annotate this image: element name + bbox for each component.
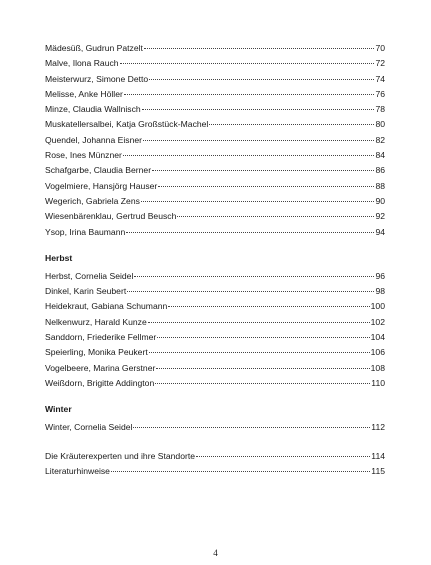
- toc-entry: [45, 222, 385, 237]
- page-number: 4: [213, 548, 218, 558]
- entry-title: Sanddorn, Friederike Fellmer: [45, 332, 157, 343]
- toc-entry: [45, 417, 385, 432]
- entry-title: Dinkel, Karin Seubert: [45, 286, 127, 297]
- dot-leader: [144, 36, 375, 49]
- entry-page: 84: [375, 150, 385, 161]
- dot-leader: [142, 97, 375, 110]
- dot-leader: [120, 51, 375, 64]
- entry-page: 82: [375, 134, 385, 145]
- entry-page: 92: [375, 211, 385, 222]
- section-heading-herbst: Herbst: [45, 252, 73, 263]
- entry-title: Herbst, Cornelia Seidel: [45, 270, 134, 281]
- dot-leader: [152, 158, 374, 171]
- entry-page: 112: [371, 422, 385, 433]
- toc-entry: [45, 373, 385, 388]
- entry-page: 115: [371, 465, 385, 476]
- entry-title: Melisse, Anke Höller: [45, 88, 123, 99]
- entry-page: 78: [375, 104, 385, 115]
- entry-title: Wiesenbärenklau, Gertrud Beusch: [45, 211, 177, 222]
- toc-group: [45, 38, 385, 237]
- entry-page: 90: [375, 195, 385, 206]
- entry-title: Mädesüß, Gudrun Patzelt: [45, 43, 143, 53]
- dot-leader: [127, 279, 374, 292]
- entry-page: 104: [370, 332, 385, 343]
- entry-title: Malve, Ilona Rauch: [45, 58, 119, 69]
- entry-title: Schafgarbe, Claudia Berner: [45, 165, 152, 176]
- dot-leader: [158, 174, 374, 187]
- entry-page: 88: [375, 180, 385, 191]
- dot-leader: [196, 444, 370, 457]
- entry-title: Rose, Ines Münzner: [45, 150, 122, 161]
- entry-title: Wegerich, Gabriela Zens: [45, 195, 140, 206]
- entry-title: Muskatellersalbei, Katja Großstück-Machel: [45, 119, 209, 130]
- entry-title: Winter, Cornelia Seidel: [45, 422, 133, 433]
- entry-title: Vogelbeere, Marina Gerstner: [45, 362, 156, 373]
- dot-leader: [209, 112, 374, 125]
- entry-page: 102: [370, 316, 385, 327]
- entry-page: 98: [375, 286, 385, 297]
- entry-title: Ysop, Irina Baumann: [45, 226, 126, 237]
- entry-page: 110: [371, 377, 385, 388]
- entry-page: 96: [375, 270, 385, 281]
- entry-title: Minze, Claudia Wallnisch: [45, 104, 141, 115]
- entry-title: Nelkenwurz, Harald Kunze: [45, 316, 147, 327]
- entry-page: 74: [375, 73, 385, 84]
- dot-leader: [124, 82, 375, 95]
- entry-title: Vogelmiere, Hansjörg Hauser: [45, 180, 158, 191]
- dot-leader: [123, 143, 375, 156]
- dot-leader: [168, 294, 369, 307]
- entry-page: 80: [375, 119, 385, 130]
- dot-leader: [177, 204, 374, 217]
- entry-title: Weißdorn, Brigitte Addington: [45, 377, 155, 388]
- dot-leader: [155, 371, 370, 384]
- dot-leader: [148, 310, 370, 323]
- dot-leader: [111, 459, 370, 472]
- entry-title: Heidekraut, Gabiana Schumann: [45, 301, 168, 312]
- section-heading-winter: Winter: [45, 404, 72, 415]
- entry-page: 86: [375, 165, 385, 176]
- entry-title: Die Kräuterexperten und ihre Standorte: [45, 450, 196, 461]
- dot-leader: [141, 189, 375, 202]
- toc-entry: [45, 461, 385, 476]
- entry-page: 72: [375, 58, 385, 69]
- dot-leader: [134, 264, 374, 277]
- entry-page: 100: [370, 301, 385, 312]
- toc-section-appendix: [45, 446, 385, 477]
- dot-leader: [156, 356, 369, 369]
- toc-section-herbst: [45, 266, 385, 388]
- table-of-contents: [45, 38, 385, 476]
- dot-leader: [126, 220, 374, 233]
- entry-title: Quendel, Johanna Eisner: [45, 134, 142, 145]
- entry-page: 94: [375, 226, 385, 237]
- entry-title: Meisterwurz, Simone Detto: [45, 73, 149, 84]
- dot-leader: [133, 415, 370, 428]
- entry-page: 76: [375, 88, 385, 99]
- entry-page: 106: [370, 347, 385, 358]
- dot-leader: [157, 325, 369, 338]
- toc-section-winter: [45, 417, 385, 432]
- dot-leader: [149, 340, 370, 353]
- entry-title: Literaturhinweise: [45, 465, 110, 476]
- entry-title: Speierling, Monika Peukert: [45, 347, 148, 358]
- dot-leader: [143, 128, 374, 141]
- dot-leader: [149, 67, 374, 80]
- entry-page: 108: [370, 362, 385, 373]
- entry-page: 114: [371, 450, 385, 461]
- entry-page: 70: [375, 43, 385, 53]
